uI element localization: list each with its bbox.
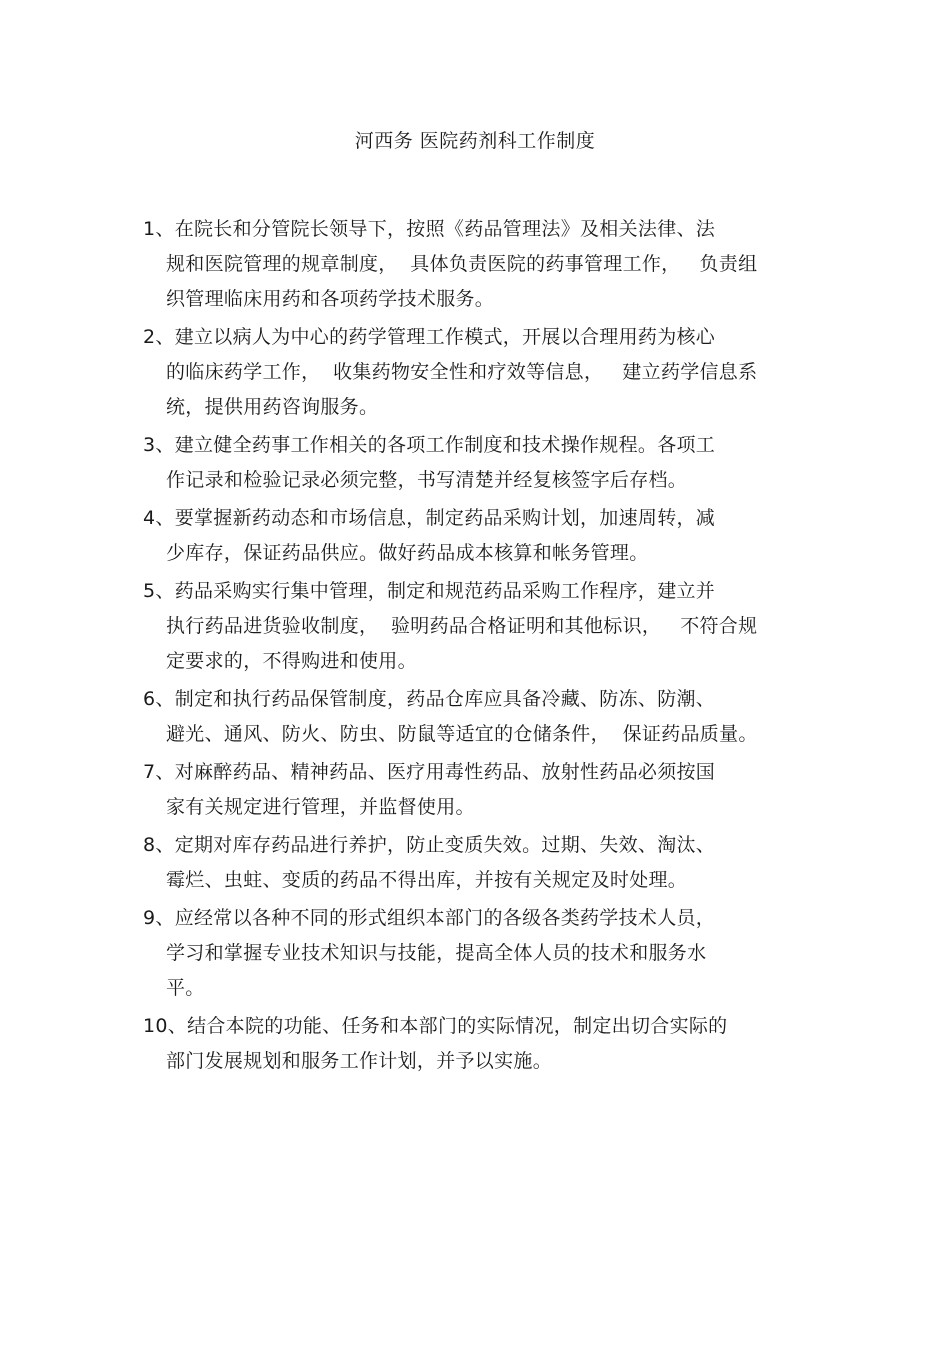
regulation-line: 4、要掌握新药动态和市场信息，制定药品采购计划，加速周转，减 <box>143 507 716 529</box>
regulation-line: 家有关规定进行管理，并监督使用。 <box>166 796 475 818</box>
regulation-line: 部门发展规划和服务工作计划，并予以实施。 <box>166 1050 553 1072</box>
regulation-line: 避光、通风、防火、防虫、防鼠等适宜的仓储条件， 保证药品质量。 <box>166 723 758 745</box>
regulation-item-7 <box>0 755 950 825</box>
document-title: 河西务 医院药剂科工作制度 <box>354 130 596 152</box>
regulation-line: 规和医院管理的规章制度， 具体负责医院的药事管理工作， 负责组 <box>166 253 758 275</box>
regulation-line: 8、定期对库存药品进行养护，防止变质失效。过期、失效、淘汰、 <box>143 834 716 856</box>
regulation-line: 平。 <box>166 977 205 999</box>
regulation-item-3 <box>0 428 950 498</box>
regulation-item-6 <box>0 682 950 752</box>
regulation-line: 霉烂、虫蛀、变质的药品不得出库，并按有关规定及时处理。 <box>166 869 688 891</box>
regulation-line: 的临床药学工作， 收集药物安全性和疗效等信息， 建立药学信息系 <box>166 361 758 383</box>
regulation-line: 统，提供用药咨询服务。 <box>166 396 379 418</box>
regulation-item-5 <box>0 574 950 679</box>
regulation-item-1 <box>0 212 950 317</box>
regulation-line: 作记录和检验记录必须完整，书写清楚并经复核签字后存档。 <box>166 469 688 491</box>
regulation-item-8 <box>0 828 950 898</box>
regulation-line: 9、应经常以各种不同的形式组织本部门的各级各类药学技术人员， <box>143 907 716 929</box>
regulation-item-4 <box>0 501 950 571</box>
regulation-list <box>0 212 950 1082</box>
regulation-line: 5、药品采购实行集中管理，制定和规范药品采购工作程序，建立并 <box>143 580 716 602</box>
regulation-line: 定要求的，不得购进和使用。 <box>166 650 417 672</box>
regulation-line: 6、制定和执行药品保管制度，药品仓库应具备冷藏、防冻、防潮、 <box>143 688 716 710</box>
regulation-line: 执行药品进货验收制度， 验明药品合格证明和其他标识， 不符合规 <box>166 615 758 637</box>
regulation-line: 10、结合本院的功能、任务和本部门的实际情况，制定出切合实际的 <box>143 1015 728 1037</box>
regulation-line: 学习和掌握专业技术知识与技能，提高全体人员的技术和服务水 <box>166 942 707 964</box>
regulation-line: 少库存，保证药品供应。做好药品成本核算和帐务管理。 <box>166 542 649 564</box>
regulation-item-10 <box>0 1009 950 1079</box>
regulation-line: 2、建立以病人为中心的药学管理工作模式，开展以合理用药为核心 <box>143 326 716 348</box>
regulation-item-2 <box>0 320 950 425</box>
regulation-item-9 <box>0 901 950 1006</box>
regulation-line: 7、对麻醉药品、精神药品、医疗用毒性药品、放射性药品必须按国 <box>143 761 716 783</box>
regulation-line: 1、在院长和分管院长领导下，按照《药品管理法》及相关法律、法 <box>143 218 716 240</box>
regulation-line: 织管理临床用药和各项药学技术服务。 <box>166 288 495 310</box>
regulation-line: 3、建立健全药事工作相关的各项工作制度和技术操作规程。各项工 <box>143 434 716 456</box>
